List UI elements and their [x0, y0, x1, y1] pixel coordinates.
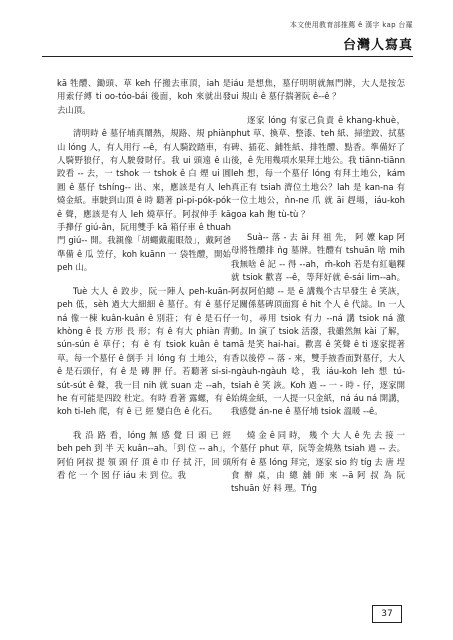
right-column: [231, 77, 405, 506]
paragraph: 燒 金 ê 同 時， 幾 个 大 人 ê 先 去 接 一个墓仔 phut 草，阮等金燒熟 tsiah 過 -- 去。所有 ê 墓 lóng 拜完，逐家 sio 約 tíg 去 唐 埕 食 辦 桌，由 總 舖 師 來 --ā 阿 叔 為 阮 tshuān 好 料 理。Tńg: [231, 429, 405, 494]
paragraph: 我 沿 路 看，lóng 無 感 覺 日 頭 已 經 beh peh 到 半 天 kuân--ah。「到 位 -- ah」，阿伯 阿叔 提 領 頭 仔 頂 ê 巾 仔 拭 汗，回 頭 看 佗 一 个 囡 仔 iáu 未 到 位。我: [57, 429, 231, 480]
left-column: [57, 77, 231, 492]
header-rule: [42, 56, 413, 57]
paragraph: Suà-- 落 - 去 āi 拜 祖 先， 阿 嬤 kap 阿母將牲醴排 ǹg 墓牌。牲醴有 tshuān 啥 mih 我無啥 ê 記 -- 得 --ah，m̄-koh 若是有紅龜粿就 tsiok 歡喜 --ê，等拜好就 ē-sái lim--ah。阿叔阿伯總 -- 是 ē 講幾个古早發生 ê 笑詼，足關係墓碑頂面寫 ê hit 个人 ê 代誌。In 一人一句，尋用 tsiok 有力 --ná 講 tsiok ná 激動。In 演了 tsiok 活潑，我雖然無 kài 了解，mā 是笑 hai-hai。歡喜 ê 笑聲 ê ti 逐家提著香以後停 -- 落 - 來，雙手掖香面對墓仔，大人 ngàuh-ngàuh 唸，我 iáu-koh leh 想 tú-tsiah ê 笑 詼。Koh 過 -- 一 - 時 - 仔，逐家開始燒金紙，一人提一只金紙，ná áu ná 開講，我感覺 án-ne ê 墓仔埔 tsiok 溫暖 --ê。: [231, 232, 405, 417]
header-title: 台灣人寫真: [342, 38, 413, 53]
paragraph: 清明時 ê 墓仔埔真鬧熱，規路、規 phiàn 山 lóng 人，有人用行 --ê，有人騎跤踏車，有人騎野狼仔，有人駛發財仔。我 ui 頭遠 ê 山跤看 -- 去，一 tshok 一 tshok ê 白 煙 ui 圓 圓 ê 墓仔 tshíng-- 出、來，應該是有人 leh 燒金紙。車駛到山頂 ê 時 聽著 pi-pi-pók-pók ê 聲，應該是有人 leh 燒草仔。阿叔伸手 kā 手攑仔 giú-ân，阮用雙手 kā 箱仔車 ê thuah 門 giú-- 開。我親像「胡蠅戴龍眼殼」，戴阿爸準備 ê 瓜 笠仔，koh kuānn 一 袋牲醴，開始 peh 山。: [57, 128, 231, 273]
paragraph: iáu 是想焦，墓仔明明就無門牌，大人是按怎 ui 規山 ê 墓仔揣著阮 ê--ê ？: [231, 78, 405, 102]
paragraph: kā 牲醴、鋤頭、草 keh 仔搬去車頂，iah 是用索仔縛 ti oo-tóo-bái 後面，koh 來就出發去山頂。: [57, 78, 231, 115]
paragraph: Tuè 大人 ê 跤步，阮一陣人 peh-kuān-peh 低，sèh 過大大細細 ê 墓仔。有 ê 墓仔 ná 像一棟 kuân-kuân ê 別莊；有 ê 是石仔 khòng ê 長 方形 長 形；有 ê 有大 phiàn 青 sún-sún ê 草仔；有 ê 有 tsiok kuân ê ta 草。每一个墓仔 ê 倒手 爿 lóng 有 土地公，有 ê 是石頭仔，有 ê 是 磚 胛 仔。若聽著 si-si-sút-sút ê 聲，我一目 nih 就 suan 走 --ah，he 有可能是四跤 杜定。有時 看著 露螺，有 ê koh ti-leh 爬，有 ê 已 經 變白色 ê 化石。: [57, 285, 231, 417]
page-number: 37: [372, 605, 402, 623]
header-note: 本文使用教育部推薦 ê 漢字 kap 台羅: [289, 21, 413, 29]
paragraph: 逐家 lóng 有家己負責 ê khang-khuè，phut 草、換草、整漆、teh 紙、掃塗跤、拭墓碑、插花、鋪牲紙、排牲醴、點香。準備好了後，ê 先用幾項水果拜土地公。我 tiānn-tiānn leh 想，每一个墓仔 lóng 有拜土地公，kám 真正有 tsiah 濟位土地公？lah 是 kan-na 有一位土地公，ǹn-ne 爪 就 āi 趕場，iáu-koh goa kah 飽 tù-tù ？: [231, 114, 405, 219]
